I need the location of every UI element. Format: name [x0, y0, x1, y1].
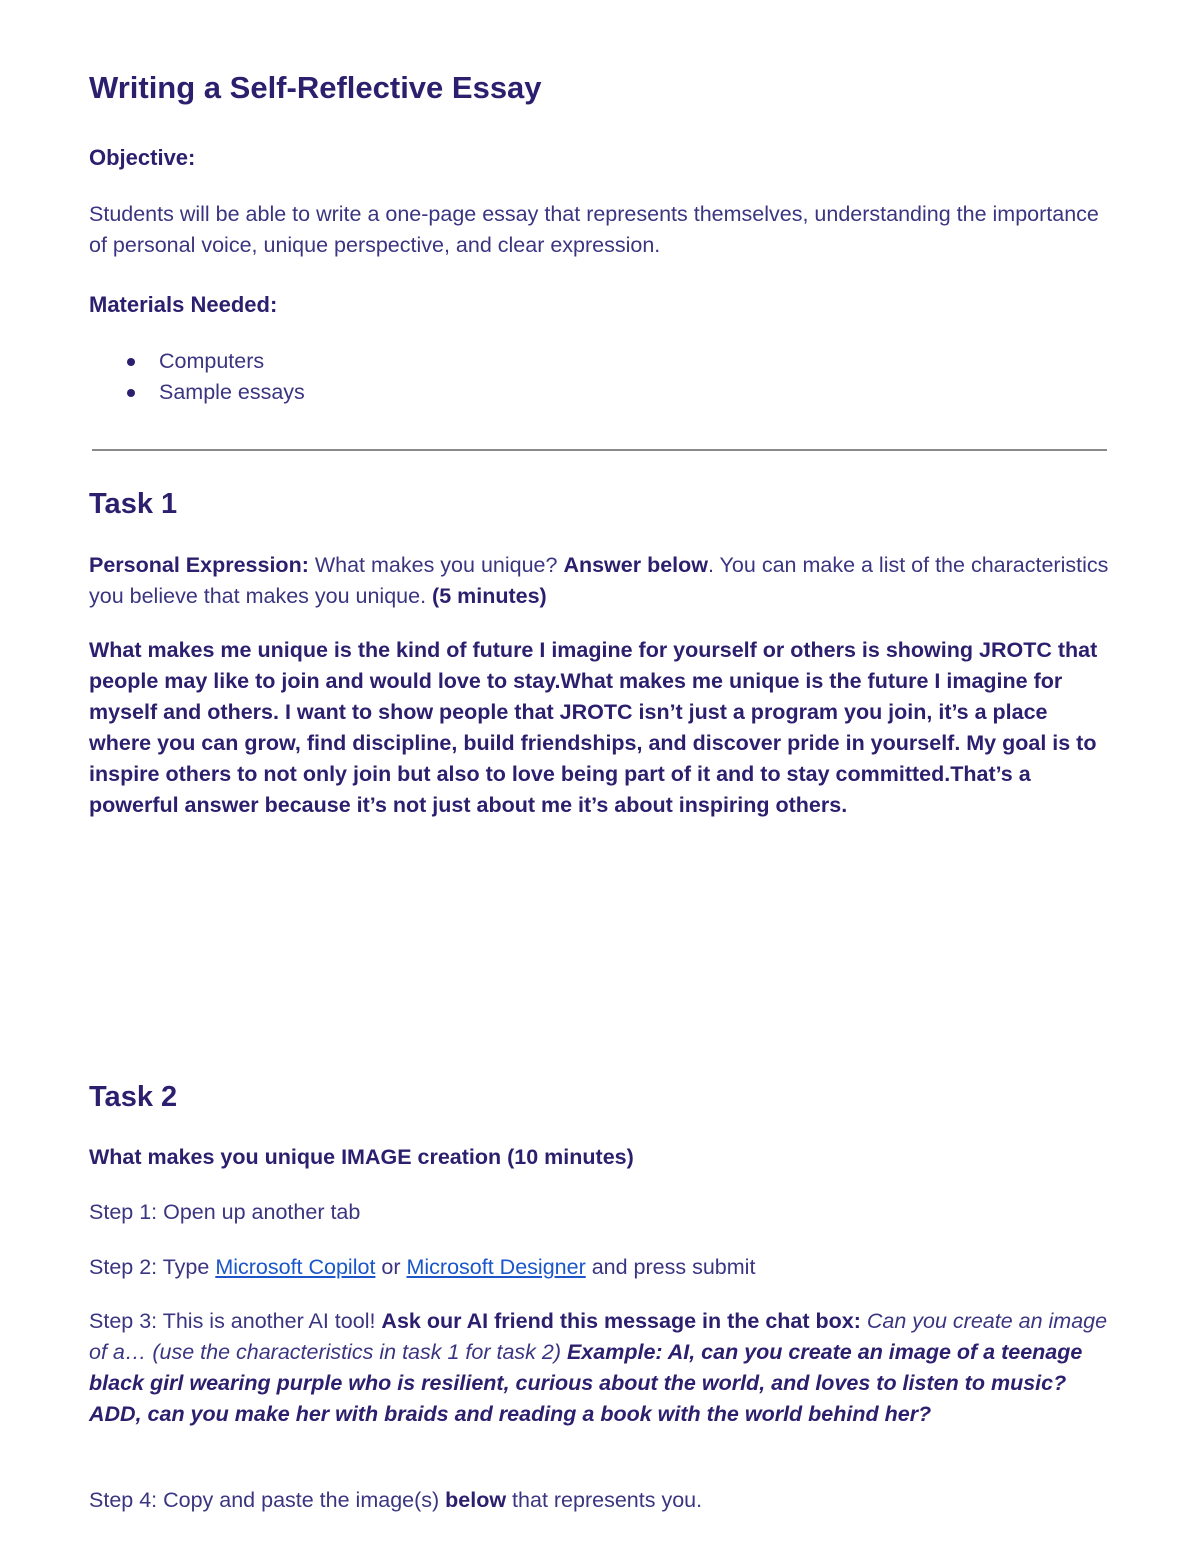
prompt-question: What makes you unique?: [308, 553, 564, 577]
page-title: Writing a Self-Reflective Essay: [89, 70, 542, 105]
material-item: Sample essays: [159, 380, 305, 404]
prompt-answer-below: Answer below: [563, 553, 708, 577]
list-item: [89, 346, 305, 377]
step4-bold: below: [445, 1488, 507, 1512]
step2-or: or: [375, 1255, 407, 1279]
list-item: [89, 377, 305, 408]
task1-heading: Task 1: [89, 488, 178, 520]
objective-label: Objective:: [89, 145, 196, 170]
task2-heading: Task 2: [89, 1081, 178, 1113]
task2-step3: [89, 1306, 1109, 1430]
microsoft-designer-link[interactable]: Microsoft Designer: [406, 1255, 586, 1279]
materials-label: Materials Needed:: [89, 292, 278, 317]
microsoft-copilot-link[interactable]: Microsoft Copilot: [215, 1255, 376, 1279]
task1-answer[interactable]: What makes me unique is the kind of future I imagine for yourself or others is showing JROTC that people may like to join and would love to stay.What makes me unique is the future I imagine for myself and others. I want to show people that JROTC isn’t just a program you join, it’s a place where you can grow, find discipline, build friendships, and discover pride in yourself. My goal is to inspire others to not only join but also to love being part of it and to stay committed.That’s a powerful answer because it’s not just about me it’s about inspiring others.: [89, 638, 1098, 817]
step4-suffix: that represents you.: [506, 1488, 703, 1512]
prompt-rest: . You can make a list of the characteristics you believe that makes you unique.: [89, 553, 1109, 608]
task2-step1: Step 1: Open up another tab: [89, 1200, 361, 1224]
step4-prefix: Step 4: Copy and paste the image(s): [89, 1488, 446, 1512]
material-item: Computers: [159, 349, 265, 373]
step2-suffix: and press submit: [585, 1255, 756, 1279]
task2-subheading-text: What makes you unique IMAGE creation (10 minutes): [89, 1145, 634, 1169]
materials-list: [89, 346, 305, 408]
step3-bold: Ask our AI friend this message in the chat box:: [381, 1309, 861, 1333]
prompt-label: Personal Expression:: [89, 553, 309, 577]
task1-prompt: [89, 550, 1109, 612]
step3-example: Example: AI, can you create an image of a teenage black girl wearing purple who is resilient, curious about the world, and loves to listen to music? ADD, can you make her with braids and reading a book with the world behind her?: [89, 1340, 1083, 1426]
task2-step4: [89, 1485, 1109, 1516]
objective-text: Students will be able to write a one-page essay that represents themselves, understanding the importance of personal voice, unique perspective, and clear expression.: [89, 202, 1099, 257]
step2-prefix: Step 2: Type: [89, 1255, 216, 1279]
bullet-icon: [127, 389, 135, 397]
prompt-time: (5 minutes): [432, 584, 547, 608]
task2-step2: [89, 1252, 1109, 1283]
horizontal-divider: [92, 449, 1107, 451]
step3-italic: Can you create an image of a… (use the characteristics in task 1 for task 2): [89, 1309, 1108, 1364]
step3-prefix: Step 3: This is another AI tool!: [89, 1309, 382, 1333]
task2-subheading: [89, 1142, 1109, 1173]
bullet-icon: [127, 358, 135, 366]
